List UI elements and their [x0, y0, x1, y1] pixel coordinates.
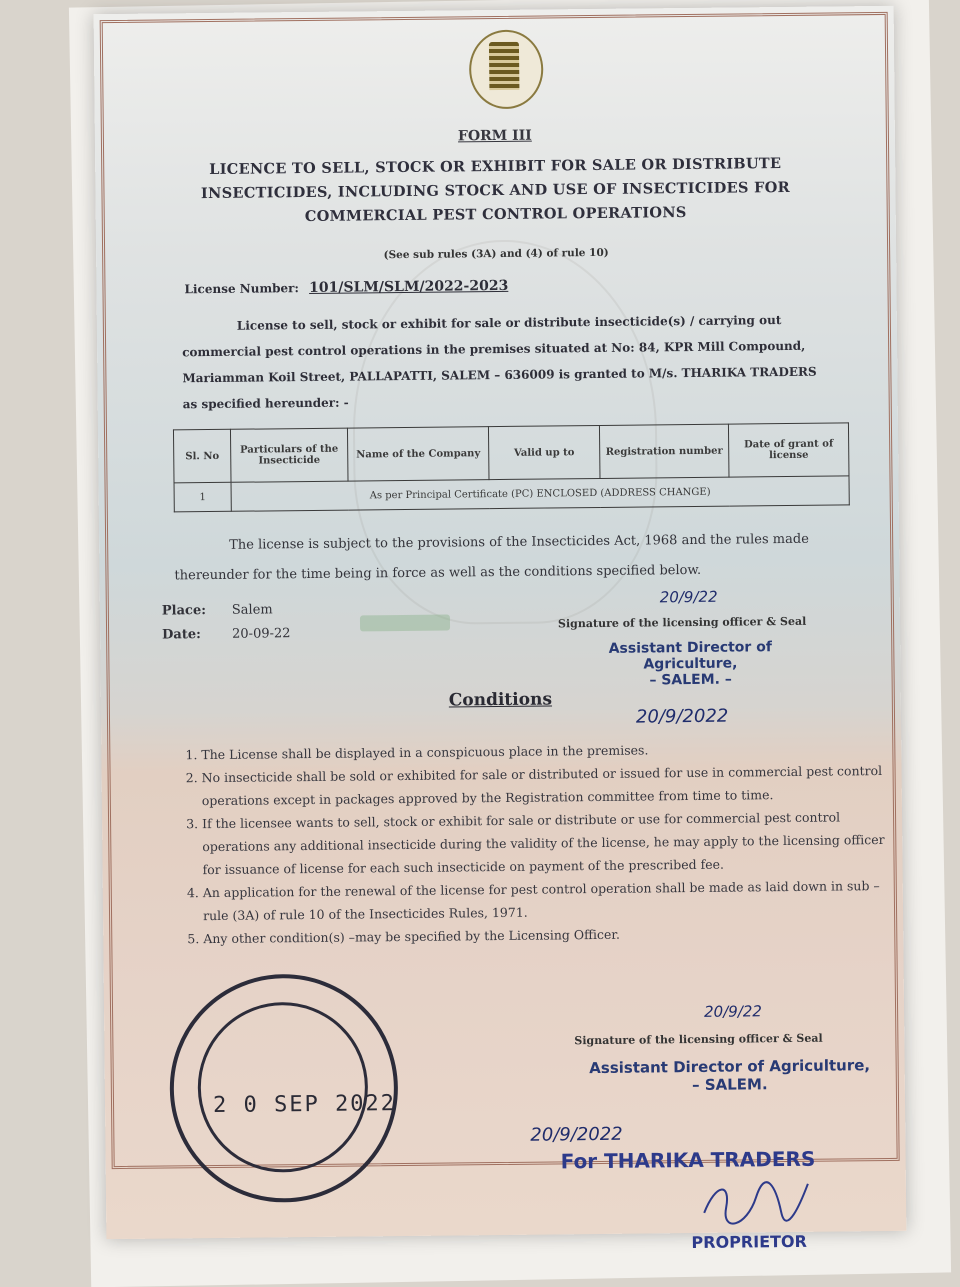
- license-number-row: [184, 278, 508, 297]
- column-header: Registration number: [599, 424, 729, 478]
- signature-caption-2: Signature of the licensing officer & Seal: [574, 1031, 823, 1048]
- condition-item: 4. An application for the renewal of the license for pest control operation shall be made as laid down in sub –rule (3A) of rule 10 of the Insecticides Rules, 1971.: [203, 874, 903, 927]
- officer-location: – SALEM.: [691, 1075, 768, 1095]
- condition-item: 5. Any other condition(s) –may be specified by the Licensing Officer.: [203, 920, 903, 950]
- column-header: Valid up to: [488, 425, 600, 479]
- document-title: [190, 152, 801, 230]
- green-highlight-mark: [360, 615, 450, 632]
- license-number-label: License Number:: [184, 281, 299, 297]
- sub-rules-note: (See sub rules (3A) and (4) of rule 10): [383, 246, 609, 262]
- column-header: Date of grant of license: [728, 423, 849, 477]
- title-line: INSECTICIDES, INCLUDING STOCK AND USE OF INSECTICIDES FOR: [200, 178, 791, 203]
- date-row: [162, 626, 291, 642]
- state-emblem-icon: [469, 30, 544, 110]
- licence-document: [94, 6, 907, 1253]
- column-header: Sl. No: [173, 429, 231, 483]
- table-cell-note: As per Principal Certificate (PC) ENCLOSED (ADDRESS CHANGE): [231, 476, 849, 511]
- officer-location: – SALEM. –: [649, 671, 732, 689]
- license-number-value: 101/SLM/SLM/2022-2023: [308, 277, 509, 296]
- temple-tower-icon: [489, 42, 520, 90]
- condition-item: 1. The License shall be displayed in a conspicuous place in the premises.: [201, 736, 901, 766]
- officer-designation-stamp-2: [585, 1056, 875, 1095]
- company-stamp: For THARIKA TRADERS: [560, 1146, 816, 1174]
- seal-date: 2 0 SEP 2022: [212, 1091, 397, 1119]
- intro-paragraph: License to sell, stock or exhibit for sale or distribute insecticide(s) / carrying out commercial pest control operations in the premises situated at No: 84, KPR Mill Compound, Mariamman Koil Street, PALLAPATTI, SALEM – 636009 is granted to M/s. THARIKA TRADERS as specified hereunder: -: [182, 313, 817, 412]
- officer-designation-stamp: [560, 639, 820, 690]
- place-value: Salem: [231, 602, 273, 618]
- conditions-heading: Conditions: [448, 689, 553, 711]
- handwritten-date: 20/9/2022: [530, 1123, 623, 1146]
- place-row: [162, 602, 273, 618]
- officer-designation: Assistant Director of Agriculture,: [608, 639, 772, 673]
- signature-caption: Signature of the licensing officer & Seal: [557, 614, 807, 631]
- condition-item: 2. No insecticide shall be sold or exhibited for sale or distributed or issued for use in commercial pest control operations except in packages approved by the Registration committee from time to time.: [201, 759, 901, 812]
- column-header: Particulars of the Insecticide: [230, 428, 348, 482]
- handwritten-date: 20/9/22: [659, 587, 718, 607]
- date-label: Date:: [162, 627, 201, 643]
- handwritten-date: 20/9/2022: [635, 705, 729, 728]
- column-header: Name of the Company: [347, 427, 489, 481]
- conditions-list: [161, 736, 903, 951]
- condition-item: 3. If the licensee wants to sell, stock or exhibit for sale or distribute or use for commercial pest control operations any additional insecticide during the validity of the license, he may apply to the licensing officer for issuance of license for each such insecticide on payment of the prescribed fee.: [202, 805, 903, 881]
- place-label: Place:: [161, 603, 207, 619]
- round-office-seal: [169, 973, 399, 1203]
- license-table: [173, 422, 850, 512]
- date-value: 20-09-22: [232, 626, 291, 642]
- seal-inner-ring: [197, 1001, 369, 1173]
- officer-designation: Assistant Director of Agriculture,: [589, 1056, 871, 1078]
- title-line: COMMERCIAL PEST CONTROL OPERATIONS: [304, 204, 687, 226]
- proprietor-signature: [696, 1172, 817, 1233]
- form-number: FORM III: [457, 127, 532, 145]
- table-cell-sl-no: 1: [174, 482, 231, 512]
- table-row: [174, 476, 849, 512]
- handwritten-date: 20/9/22: [703, 1002, 763, 1021]
- proprietor-label: PROPRIETOR: [691, 1231, 808, 1253]
- subject-paragraph: The license is subject to the provisions of the Insecticides Act, 1968 and the rules made thereunder for the time being in force as well as the conditions specified below.: [174, 531, 809, 584]
- title-line: LICENCE TO SELL, STOCK OR EXHIBIT FOR SALE OR DISTRIBUTE: [209, 155, 782, 179]
- table-header-row: [173, 423, 849, 483]
